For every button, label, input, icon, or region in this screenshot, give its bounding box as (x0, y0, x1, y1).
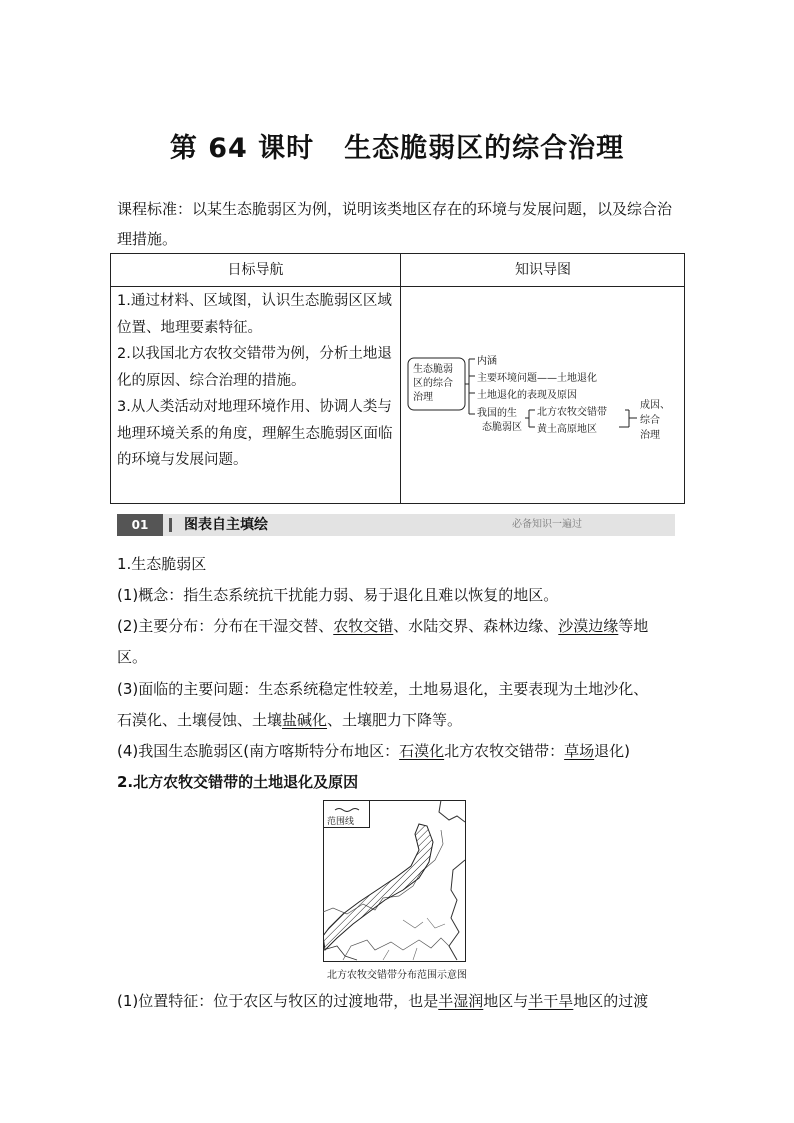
map-legend-label: 范围线 (327, 817, 355, 827)
section-bar (117, 514, 675, 536)
section-divider (169, 518, 172, 532)
answer-blank: 半干旱 (528, 992, 574, 1010)
knowledge-map-header: 知识导图 (515, 262, 571, 278)
distribution-text: (2)主要分布：分布在干湿交替、农牧交错、水陆交界、森林边缘、沙漠边缘等地 (117, 617, 649, 635)
answer-blank: 盐碱化 (282, 711, 328, 729)
mindmap-sub: 黄土高原地区 (537, 424, 597, 435)
map-caption: 北方农牧交错带分布范围示意图 (327, 970, 467, 981)
answer-blank: 沙漠边缘 (558, 617, 619, 635)
mindmap-branch: 内涵 (477, 356, 497, 367)
mindmap-branch: 土地退化的表现及原因 (477, 390, 577, 401)
goal-header: 日标导航 (227, 262, 284, 278)
goal-table (110, 253, 685, 504)
answer-blank: 半湿润 (438, 992, 484, 1010)
distribution-text-cont: 区。 (117, 648, 148, 666)
answer-blank: 农牧交错 (333, 617, 394, 635)
section-number: 01 (117, 514, 163, 536)
heading-2: 2.北方农牧交错带的土地退化及原因 (117, 773, 359, 791)
mindmap-branch: 我国的生 (477, 408, 517, 419)
heading-1: 1.生态脆弱区 (117, 555, 207, 573)
knowledge-mindmap (407, 334, 685, 454)
goal-list (117, 288, 397, 474)
answer-blank: 石漠化 (399, 742, 445, 760)
course-standard: 课程标准：以某生态脆弱区为例，说明该类地区存在的环境与发展问题，以及综合治理措施。 (117, 200, 673, 248)
goal-item: 2.以我国北方农牧交错带为例，分析土地退化的原因、综合治理的措施。 (117, 346, 392, 389)
ecotone-map (323, 800, 466, 962)
mindmap-branch: 主要环境问题——土地退化 (477, 373, 597, 384)
problems-text-cont: 石漠化、土壤侵蚀、土壤盐碱化、土壤肥力下降等。 (117, 711, 463, 729)
lesson-number: 第 64 课时 (169, 133, 315, 164)
section-note: 必备知识一遍过 (512, 519, 582, 530)
goal-item: 3.从人类活动对地理环境作用、协调人类与地理环境关系的角度，理解生态脆弱区面临的环境与发展问题。 (117, 399, 393, 468)
section-title: 图表自主填绘 (184, 517, 268, 533)
page-title (0, 126, 794, 165)
goal-item: 1.通过材料、区域图，认识生态脆弱区区域位置、地理要素特征。 (117, 293, 392, 336)
lesson-title: 生态脆弱区的综合治理 (344, 133, 625, 164)
location-text: (1)位置特征：位于农区与牧区的过渡地带，也是半湿润地区与半干旱地区的过渡 (117, 992, 649, 1010)
concept-text: (1)概念：指生态系统抗干扰能力弱、易于退化且难以恢复的地区。 (117, 586, 559, 604)
mindmap-result: 成因、 综合 治理 (640, 400, 670, 441)
mindmap-sub: 北方农牧交错带 (537, 407, 607, 418)
answer-blank: 草场 (564, 742, 595, 760)
mindmap-root: 生态脆弱 区的综合 治理 (413, 364, 453, 403)
china-fragile-text: (4)我国生态脆弱区(南方喀斯特分布地区：石漠化北方农牧交错带：草场退化) (117, 742, 631, 760)
problems-text: (3)面临的主要问题：生态系统稳定性较差，土地易退化，主要表现为土地沙化、 (117, 680, 649, 698)
mindmap-branch: 态脆弱区 (482, 422, 522, 433)
